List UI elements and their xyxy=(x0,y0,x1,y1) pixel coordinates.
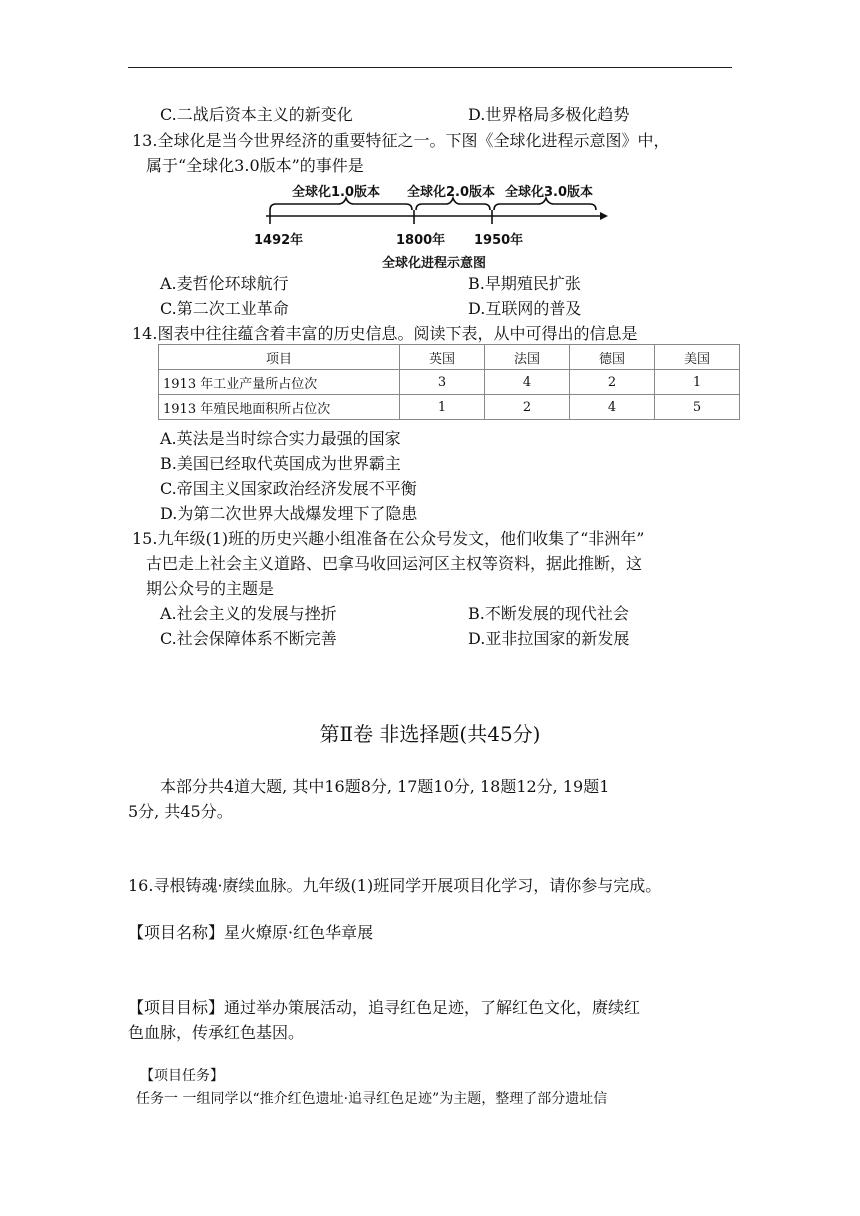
timeline-brace-3 xyxy=(494,198,596,210)
q15-stem-line1: 15.九年级(1)班的历史兴趣小组准备在公众号发文，他们收集了“非洲年” xyxy=(132,529,645,548)
q15-option-d: D.亚非拉国家的新发展 xyxy=(468,629,630,648)
q13-option-b: B.早期殖民扩张 xyxy=(468,274,581,293)
q14-option-a: A.英法是当时综合实力最强的国家 xyxy=(160,429,401,448)
timeline-brace-2 xyxy=(416,198,490,210)
timeline-stage3-label: 全球化3.0版本 xyxy=(505,185,594,200)
q15-option-b: B.不断发展的现代社会 xyxy=(468,604,629,623)
table-header-item: 项目 xyxy=(159,345,400,370)
table-row xyxy=(159,370,740,395)
table-cell: 4 xyxy=(570,395,655,420)
timeline-svg xyxy=(256,196,608,226)
q13-option-d: D.互联网的普及 xyxy=(468,299,582,318)
q12-option-c: C.二战后资本主义的新变化 xyxy=(160,105,353,124)
q14-option-c: C.帝国主义国家政治经济发展不平衡 xyxy=(160,479,417,498)
q15-stem-line3: 期公众号的主题是 xyxy=(146,579,275,598)
section2-intro-line2: 5分, 共45分。 xyxy=(128,802,233,821)
q15-stem-line2: 古巴走上社会主义道路、巴拿马收回运河区主权等资料，据此推断，这 xyxy=(146,554,643,573)
table-header-row xyxy=(159,345,740,370)
q16-goal-line1: 【项目目标】通过举办策展活动，追寻红色足迹，了解红色文化，赓续红 xyxy=(128,998,641,1017)
q14-table xyxy=(158,344,740,420)
q15-option-c: C.社会保障体系不断完善 xyxy=(160,629,337,648)
table-header-france: 法国 xyxy=(485,345,570,370)
table-cell: 1 xyxy=(400,395,485,420)
q16-project-name: 【项目名称】星火燎原·红色华章展 xyxy=(128,923,374,942)
timeline-year-1800: 1800年 xyxy=(396,233,446,248)
q15-option-a: A.社会主义的发展与挫折 xyxy=(160,604,337,623)
q13-option-a: A.麦哲伦环球航行 xyxy=(160,274,289,293)
q16-goal-line2: 色血脉，传承红色基因。 xyxy=(128,1023,305,1042)
table-cell: 2 xyxy=(485,395,570,420)
section2-title: 第Ⅱ卷 非选择题(共45分) xyxy=(319,722,541,746)
table-cell: 5 xyxy=(655,395,740,420)
table-cell: 1 xyxy=(655,370,740,395)
q14-option-d: D.为第二次世界大战爆发埋下了隐患 xyxy=(160,504,418,523)
q16-tasks-heading: 【项目任务】 xyxy=(140,1068,224,1084)
timeline-brace-1 xyxy=(270,198,412,210)
q13-option-c: C.第二次工业革命 xyxy=(160,299,289,318)
timeline-stage2-label: 全球化2.0版本 xyxy=(407,185,496,200)
q16-stem: 16.寻根铸魂·赓续血脉。九年级(1)班同学开展项目化学习，请你参与完成。 xyxy=(128,876,662,895)
table-cell: 4 xyxy=(485,370,570,395)
table-row xyxy=(159,395,740,420)
q14-option-b: B.美国已经取代英国成为世界霸主 xyxy=(160,454,401,473)
q13-stem-line2: 属于“全球化3.0版本”的事件是 xyxy=(146,156,364,175)
table-header-uk: 英国 xyxy=(400,345,485,370)
q16-task1: 任务一 一组同学以“推介红色遗址·追寻红色足迹”为主题，整理了部分遗址信 xyxy=(136,1091,608,1107)
timeline-year-1492: 1492年 xyxy=(254,233,304,248)
q14-stem: 14.图表中往往蕴含着丰富的历史信息。阅读下表，从中可得出的信息是 xyxy=(132,324,638,343)
q12-option-d: D.世界格局多极化趋势 xyxy=(468,105,630,124)
timeline-caption: 全球化进程示意图 xyxy=(382,256,487,271)
table-header-usa: 美国 xyxy=(655,345,740,370)
table-cell: 3 xyxy=(400,370,485,395)
timeline-arrow xyxy=(600,212,608,220)
section2-intro-line1: 本部分共4道大题, 其中16题8分, 17题10分, 18题12分, 19题1 xyxy=(160,777,610,796)
table-cell: 1913 年工业产量所占位次 xyxy=(159,370,400,395)
table-cell: 1913 年殖民地面积所占位次 xyxy=(159,395,400,420)
timeline-year-1950: 1950年 xyxy=(474,233,524,248)
timeline-stage1-label: 全球化1.0版本 xyxy=(292,185,381,200)
header-rule xyxy=(128,67,732,68)
table-cell: 2 xyxy=(570,370,655,395)
table-header-germany: 德国 xyxy=(570,345,655,370)
q13-stem-line1: 13.全球化是当今世界经济的重要特征之一。下图《全球化进程示意图》中， xyxy=(132,131,670,150)
